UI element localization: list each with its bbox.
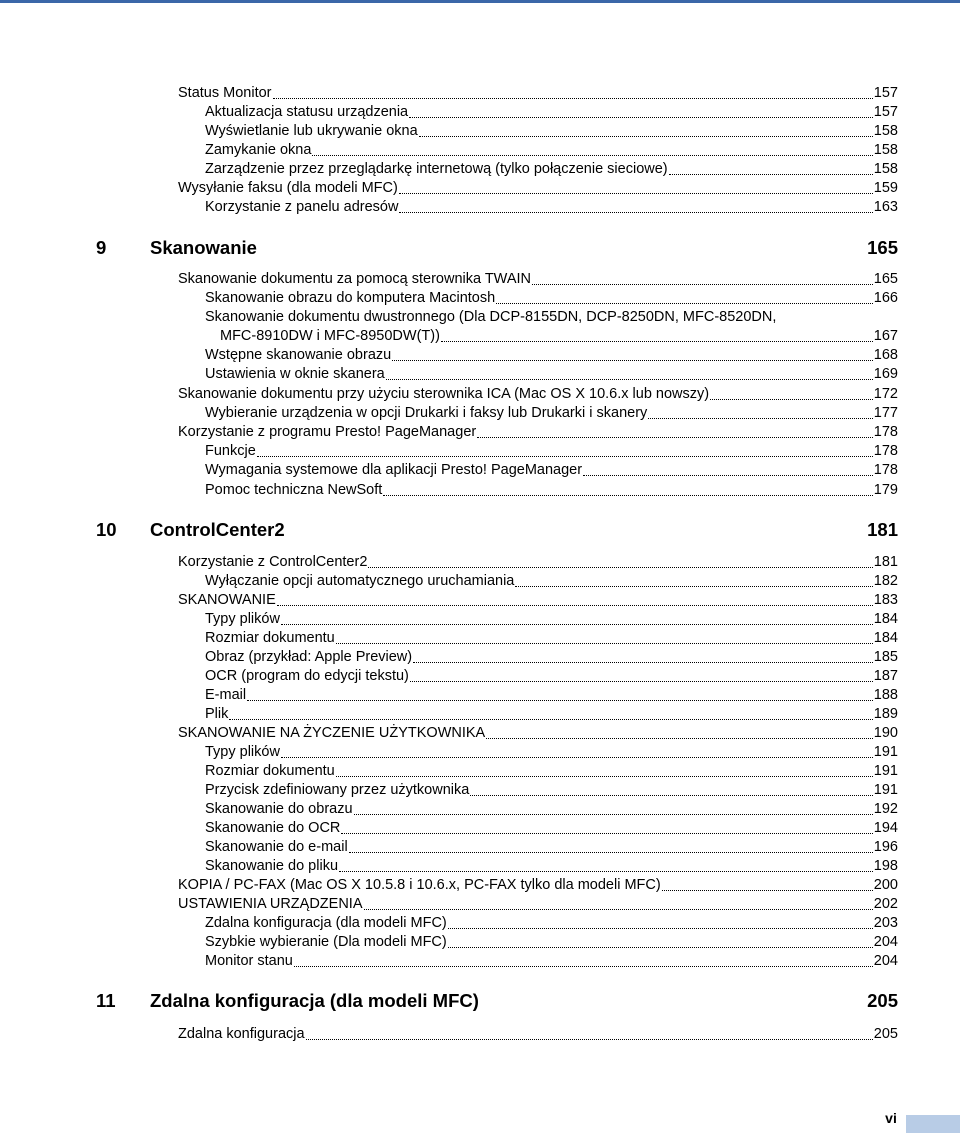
dot-leader	[669, 171, 873, 175]
toc-entry-page: 205	[873, 1026, 898, 1042]
dot-leader	[410, 678, 873, 682]
toc-entry[interactable]	[205, 952, 898, 971]
footer-tab	[906, 1115, 960, 1133]
toc-entry[interactable]	[205, 705, 898, 724]
toc-entry-title: Skanowanie dokumentu za pomocą sterownika TWAIN	[178, 271, 532, 287]
chapter-number: 11	[96, 990, 116, 1011]
toc-entry-title: Plik	[205, 706, 229, 722]
toc-entry-title: Skanowanie do pliku	[205, 858, 339, 874]
dot-leader	[448, 925, 873, 929]
toc-entry-page: 159	[873, 180, 898, 196]
top-rule	[0, 0, 960, 3]
toc-entry-page: 177	[873, 405, 898, 421]
dot-leader	[368, 564, 872, 568]
chapter-page: 181	[867, 519, 898, 540]
toc-entry[interactable]	[205, 481, 898, 500]
toc-entry-page: 178	[873, 424, 898, 440]
toc-entry-title: SKANOWANIE NA ŻYCZENIE UŻYTKOWNIKA	[178, 725, 486, 741]
toc-entry[interactable]	[178, 179, 898, 198]
toc-entry-title: Skanowanie dokumentu dwustronnego (Dla DCP-8155DN, DCP-8250DN, MFC-8520DN,	[205, 309, 777, 325]
chapter-number: 10	[96, 519, 117, 540]
toc-entry-page: 182	[873, 573, 898, 589]
toc-entry-title: Typy plików	[205, 744, 280, 760]
toc-entry[interactable]	[205, 762, 898, 781]
dot-leader	[281, 621, 873, 625]
toc-entry[interactable]	[205, 122, 898, 141]
dot-leader	[281, 754, 873, 758]
toc-entry-page: 200	[873, 877, 898, 893]
dot-leader	[448, 944, 873, 948]
toc-entry[interactable]	[205, 857, 898, 876]
chapter-heading[interactable]	[96, 987, 898, 1015]
toc-entry-title: Przycisk zdefiniowany przez użytkownika	[205, 782, 470, 798]
dot-leader	[486, 735, 873, 739]
toc-entry[interactable]	[205, 346, 898, 365]
dot-leader	[386, 376, 873, 380]
toc-entry-page: 189	[873, 706, 898, 722]
toc-entry-page: 183	[873, 592, 898, 608]
toc-entry-page: 184	[873, 611, 898, 627]
toc-entry-title: Pomoc techniczna NewSoft	[205, 482, 383, 498]
toc-entry-page: 178	[873, 462, 898, 478]
toc-entry-page: 202	[873, 896, 898, 912]
toc-entry-page: 172	[873, 386, 898, 402]
dot-leader	[336, 640, 873, 644]
dot-leader	[477, 434, 873, 438]
toc-entry[interactable]	[205, 629, 898, 648]
toc-entry-page: 194	[873, 820, 898, 836]
toc-entry-page: 198	[873, 858, 898, 874]
toc-entry-page: 157	[873, 104, 898, 120]
dot-leader	[648, 415, 873, 419]
toc-entry-title: Skanowanie do e-mail	[205, 839, 348, 855]
dot-leader	[277, 602, 873, 606]
toc-entry-title: KOPIA / PC-FAX (Mac OS X 10.5.8 i 10.6.x, PC-FAX tylko dla modeli MFC)	[178, 877, 661, 893]
toc-entry[interactable]	[178, 84, 898, 103]
dot-leader	[312, 152, 872, 156]
toc-entry-title: Zdalna konfiguracja	[178, 1026, 305, 1042]
dot-leader	[349, 849, 873, 853]
toc-entry[interactable]	[178, 385, 898, 404]
toc-entry-title: Monitor stanu	[205, 953, 293, 969]
toc-entry[interactable]	[205, 610, 898, 629]
toc-entry-title: OCR (program do edycji tekstu)	[205, 668, 409, 684]
chapter-heading[interactable]	[96, 234, 898, 262]
dot-leader	[399, 190, 873, 194]
toc-entry-page: 169	[873, 366, 898, 382]
toc-entry[interactable]	[205, 819, 898, 838]
toc-entry-page: 158	[873, 123, 898, 139]
toc-entry[interactable]	[205, 743, 898, 762]
toc-entry[interactable]	[205, 442, 898, 461]
toc-entry-page: 157	[873, 85, 898, 101]
toc-entry-title: Korzystanie z programu Presto! PageManager	[178, 424, 477, 440]
dot-leader	[294, 963, 873, 967]
toc-entry[interactable]	[205, 800, 898, 819]
dot-leader	[392, 357, 873, 361]
dot-leader	[413, 659, 873, 663]
page-number: vi	[885, 1110, 897, 1126]
toc-entry[interactable]	[205, 781, 898, 800]
dot-leader	[257, 453, 873, 457]
toc-entry-title: Korzystanie z ControlCenter2	[178, 554, 368, 570]
toc-entry-title: Korzystanie z panelu adresów	[205, 199, 399, 215]
toc-entry[interactable]	[178, 591, 898, 610]
toc-entry-page: 192	[873, 801, 898, 817]
toc-entry-page: 188	[873, 687, 898, 703]
dot-leader	[354, 811, 873, 815]
dot-leader	[583, 472, 873, 476]
toc-entry-title: Skanowanie do obrazu	[205, 801, 353, 817]
toc-entry[interactable]	[205, 572, 898, 591]
toc-entry-page: 179	[873, 482, 898, 498]
toc-entry[interactable]	[205, 686, 898, 705]
dot-leader	[229, 716, 872, 720]
toc-entry-title: Wybieranie urządzenia w opcji Drukarki i faksy lub Drukarki i skanery	[205, 405, 648, 421]
toc-entry-title: Wymagania systemowe dla aplikacji Presto! PageManager	[205, 462, 583, 478]
toc-entry[interactable]	[178, 895, 898, 914]
toc-entry[interactable]	[178, 876, 898, 895]
dot-leader	[515, 583, 872, 587]
dot-leader	[496, 300, 873, 304]
dot-leader	[470, 792, 872, 796]
dot-leader	[273, 95, 873, 99]
toc-entry[interactable]	[205, 648, 898, 667]
chapter-title: Zdalna konfiguracja (dla modeli MFC)	[150, 990, 479, 1011]
toc-entry-page: 191	[873, 744, 898, 760]
toc-entry-page: 191	[873, 782, 898, 798]
dot-leader	[383, 492, 872, 496]
toc-entry-title: Wyłączanie opcji automatycznego uruchamiania	[205, 573, 515, 589]
toc-entry-page: 158	[873, 142, 898, 158]
dot-leader	[306, 1036, 873, 1040]
dot-leader	[710, 396, 873, 400]
dot-leader	[336, 773, 873, 777]
toc-entry-title: Funkcje	[205, 443, 256, 459]
toc-entry[interactable]	[205, 914, 898, 933]
toc-entry[interactable]	[178, 1025, 898, 1044]
toc-entry-page: 184	[873, 630, 898, 646]
toc-entry-page: 167	[873, 328, 898, 344]
toc-entry-title: Wysyłanie faksu (dla modeli MFC)	[178, 180, 398, 196]
toc-entry-title: Wstępne skanowanie obrazu	[205, 347, 392, 363]
toc-entry-page: 204	[873, 934, 898, 950]
toc-entry[interactable]	[205, 289, 898, 308]
toc-entry[interactable]	[205, 141, 898, 160]
dot-leader	[364, 906, 873, 910]
toc-entry-title: Aktualizacja statusu urządzenia	[205, 104, 409, 120]
dot-leader	[441, 338, 873, 342]
toc-entry-page: 178	[873, 443, 898, 459]
toc-entry[interactable]	[205, 461, 898, 480]
dot-leader	[419, 133, 873, 137]
toc-entry[interactable]	[205, 103, 898, 122]
toc-entry-title: Typy plików	[205, 611, 280, 627]
toc-entry-title: E-mail	[205, 687, 247, 703]
chapter-title: Skanowanie	[150, 237, 257, 258]
toc-entry-page: 185	[873, 649, 898, 665]
toc-entry-page: 191	[873, 763, 898, 779]
toc-entry[interactable]	[178, 270, 898, 289]
chapter-title: ControlCenter2	[150, 519, 285, 540]
toc-entry[interactable]	[205, 160, 898, 179]
toc-entry-page: 203	[873, 915, 898, 931]
chapter-number: 9	[96, 237, 107, 258]
toc-entry-title: Status Monitor	[178, 85, 272, 101]
toc-entry-title: Zarządzenie przez przeglądarkę internetową (tylko połączenie sieciowe)	[205, 161, 668, 177]
chapter-heading[interactable]	[96, 516, 898, 544]
toc-entry[interactable]	[205, 308, 898, 327]
dot-leader	[399, 209, 872, 213]
toc-entry-page: 165	[873, 271, 898, 287]
toc-entry[interactable]	[205, 933, 898, 952]
toc-entry-title: USTAWIENIA URZĄDZENIA	[178, 896, 363, 912]
toc-entry-title: Skanowanie do OCR	[205, 820, 341, 836]
dot-leader	[662, 887, 873, 891]
toc-entry[interactable]	[205, 198, 898, 217]
toc-entry-page: 187	[873, 668, 898, 684]
dot-leader	[247, 697, 873, 701]
toc-entry-title: Ustawienia w oknie skanera	[205, 366, 385, 382]
toc-entry[interactable]	[205, 667, 898, 686]
toc-entry-title: Rozmiar dokumentu	[205, 763, 335, 779]
toc-entry-title: Szybkie wybieranie (Dla modeli MFC)	[205, 934, 447, 950]
toc-entry[interactable]	[178, 553, 898, 572]
dot-leader	[409, 114, 873, 118]
toc-entry-title: Obraz (przykład: Apple Preview)	[205, 649, 413, 665]
toc-entry-page: 181	[873, 554, 898, 570]
chapter-page: 205	[867, 990, 898, 1011]
toc-entry[interactable]	[205, 404, 898, 423]
toc-entry-title: Zamykanie okna	[205, 142, 312, 158]
toc-entry-page: 166	[873, 290, 898, 306]
toc-entry[interactable]	[205, 365, 898, 384]
toc-entry-page: 196	[873, 839, 898, 855]
toc-entry[interactable]	[205, 838, 898, 857]
dot-leader	[532, 281, 873, 285]
toc-entry-page: 204	[873, 953, 898, 969]
chapter-page: 165	[867, 237, 898, 258]
toc-entry-title: Skanowanie dokumentu przy użyciu sterownika ICA (Mac OS X 10.6.x lub nowszy)	[178, 386, 710, 402]
toc-entry-title: Rozmiar dokumentu	[205, 630, 335, 646]
toc-entry-title: SKANOWANIE	[178, 592, 276, 608]
toc-entry[interactable]	[220, 327, 898, 346]
toc-entry[interactable]	[178, 423, 898, 442]
toc-entry-page: 158	[873, 161, 898, 177]
toc-entry-page: 190	[873, 725, 898, 741]
toc-entry[interactable]	[178, 724, 898, 743]
toc-entry-page: 168	[873, 347, 898, 363]
dot-leader	[339, 868, 873, 872]
toc-entry-title: Wyświetlanie lub ukrywanie okna	[205, 123, 418, 139]
toc-entry-title: Skanowanie obrazu do komputera Macintosh	[205, 290, 496, 306]
toc-entry-page: 163	[873, 199, 898, 215]
toc-entry-title: MFC-8910DW i MFC-8950DW(T))	[220, 328, 440, 344]
dot-leader	[341, 830, 872, 834]
toc-entry-title: Zdalna konfiguracja (dla modeli MFC)	[205, 915, 447, 931]
